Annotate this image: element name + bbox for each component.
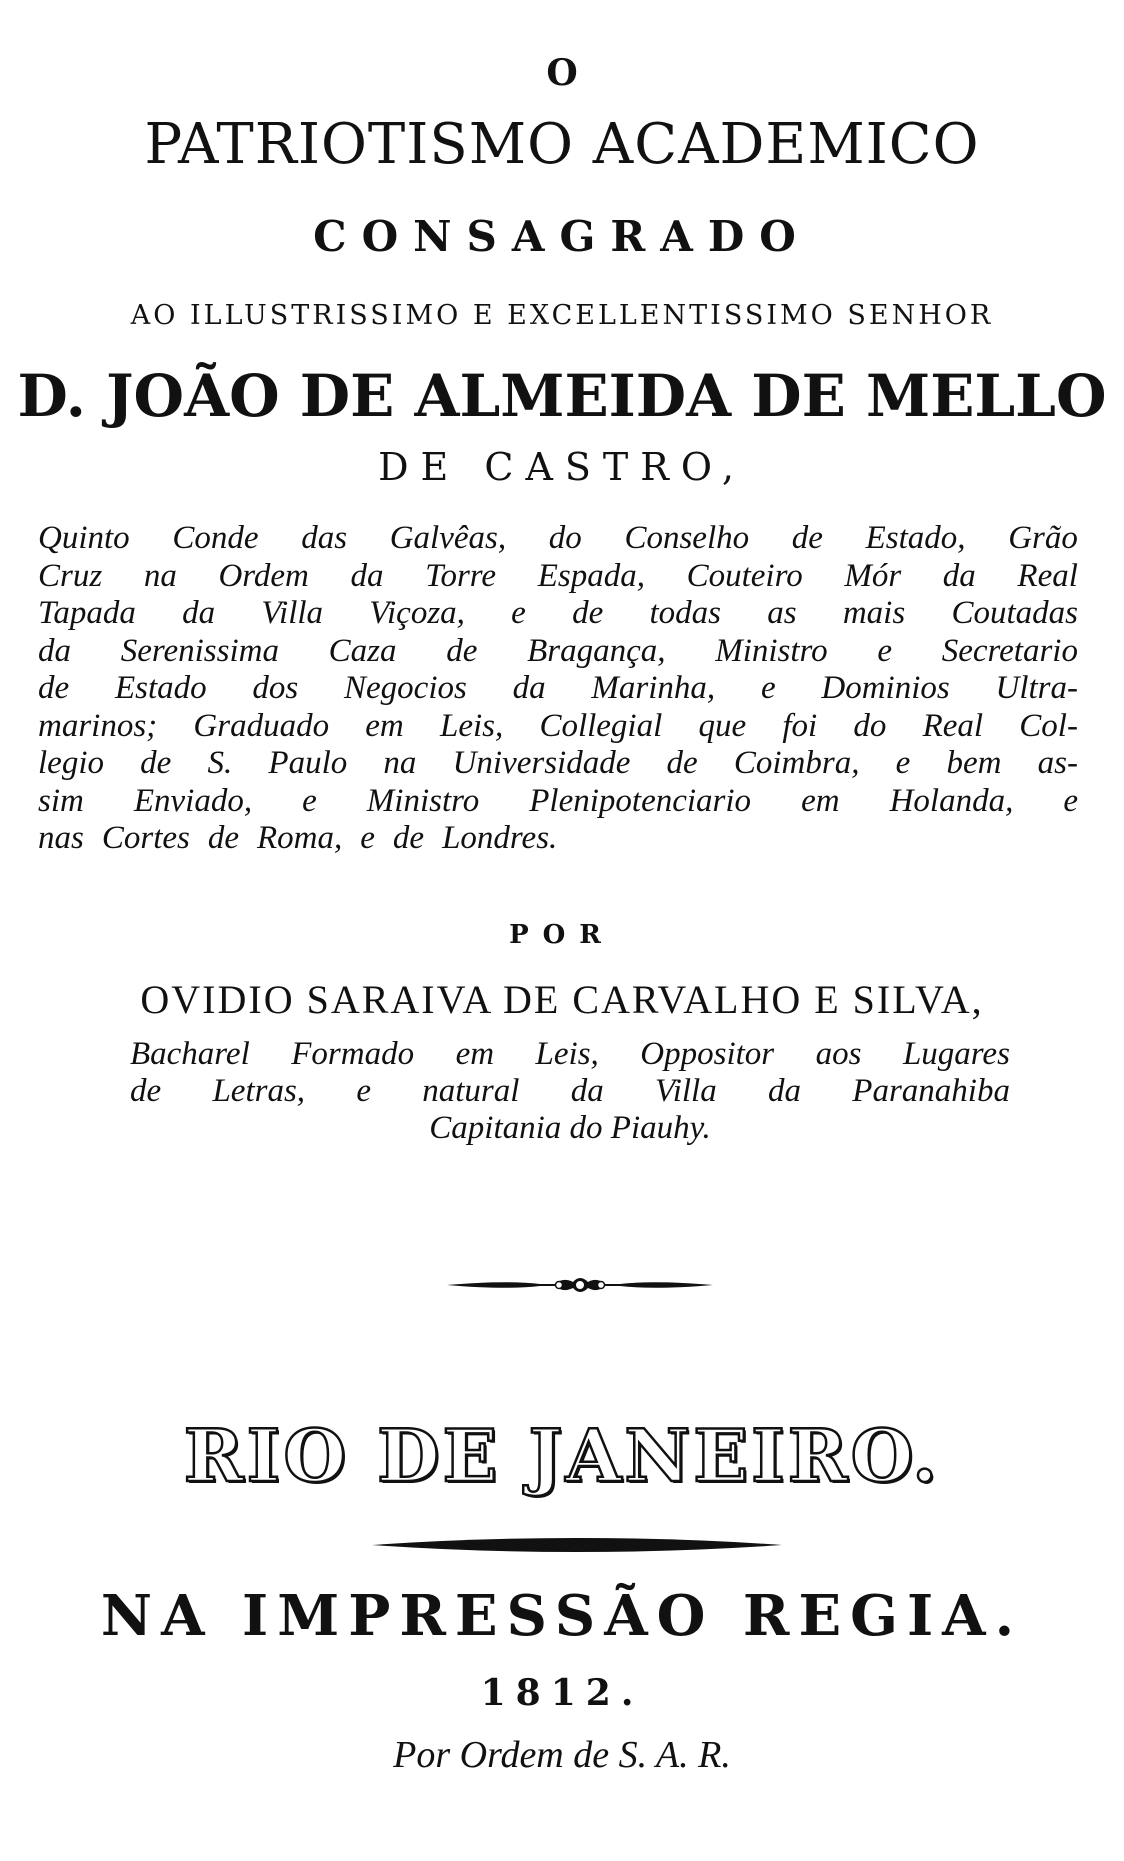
word: todas bbox=[649, 595, 721, 631]
word: de bbox=[572, 595, 604, 631]
word: Enviado, bbox=[133, 782, 253, 819]
word: de bbox=[446, 632, 478, 669]
word: Paulo bbox=[268, 745, 348, 781]
word: da bbox=[942, 557, 976, 594]
word: do bbox=[853, 707, 887, 744]
word: foi bbox=[782, 707, 818, 744]
word: Conde bbox=[172, 520, 259, 556]
word: de bbox=[140, 745, 172, 781]
dedicatee-name: D. JOÃO DE ALMEIDA DE MELLO bbox=[17, 362, 1107, 430]
word: da bbox=[38, 632, 71, 669]
word: Letras, bbox=[212, 1073, 306, 1109]
word: Formado bbox=[291, 1036, 415, 1072]
word: em bbox=[801, 782, 840, 819]
word: as bbox=[767, 595, 797, 631]
word: Galvêas, bbox=[389, 520, 507, 556]
dedicatee-title-line bbox=[38, 745, 1078, 783]
dedicatee-title-line bbox=[38, 820, 1078, 858]
word: Universidade bbox=[452, 745, 631, 781]
word: Couteiro bbox=[686, 557, 803, 594]
word: Espada, bbox=[537, 557, 645, 594]
word: Tapada bbox=[38, 595, 136, 631]
word: de bbox=[392, 820, 425, 856]
word: S. bbox=[207, 745, 233, 781]
word: Ministro bbox=[715, 632, 828, 669]
word: aos bbox=[815, 1036, 862, 1072]
word: Londres. bbox=[442, 820, 558, 856]
word: Caza bbox=[328, 632, 397, 669]
word: Torre bbox=[425, 557, 497, 594]
word: dos bbox=[252, 670, 299, 706]
word: de bbox=[130, 1073, 162, 1109]
word: Col- bbox=[1019, 707, 1078, 744]
word: da bbox=[350, 557, 384, 594]
word: em bbox=[365, 707, 404, 744]
word: que bbox=[698, 707, 747, 744]
word: Ministro bbox=[366, 782, 480, 819]
word: Villa bbox=[261, 595, 324, 631]
book-title: PATRIOTISMO ACADEMICO bbox=[144, 112, 980, 177]
word: Roma, bbox=[257, 820, 343, 856]
word: Coutadas bbox=[951, 595, 1078, 631]
word: Secretario bbox=[941, 632, 1078, 669]
word: Dominios bbox=[821, 670, 950, 706]
word: Lugares bbox=[902, 1036, 1010, 1072]
dedicatee-title-line bbox=[38, 558, 1078, 596]
dedicatee-titles bbox=[38, 520, 1078, 858]
word: e bbox=[360, 820, 375, 856]
word: de bbox=[207, 820, 240, 856]
word: Negocios bbox=[344, 670, 467, 706]
word: Leis, bbox=[439, 707, 504, 744]
word: Quinto bbox=[38, 520, 130, 556]
word: Oppositor bbox=[640, 1036, 775, 1072]
word: e bbox=[877, 632, 893, 669]
author-description bbox=[130, 1036, 1010, 1147]
word: do bbox=[548, 520, 582, 556]
word: da bbox=[182, 595, 216, 631]
word: Marinha, bbox=[591, 670, 716, 706]
word: na bbox=[383, 745, 417, 781]
author-description-line bbox=[130, 1036, 1010, 1073]
word: nas bbox=[38, 820, 84, 856]
dedicatee-title-line bbox=[38, 595, 1078, 633]
word: Cruz bbox=[38, 557, 103, 594]
dedicatee-title-line bbox=[38, 633, 1078, 671]
word: Coimbra, bbox=[733, 745, 860, 781]
by-label: POR bbox=[509, 920, 615, 950]
word: e bbox=[895, 745, 911, 781]
word: da bbox=[570, 1073, 604, 1109]
word: em bbox=[455, 1036, 495, 1072]
word: Capitania do Piauhy. bbox=[429, 1110, 711, 1146]
word: de bbox=[666, 745, 698, 781]
word: Estado bbox=[114, 670, 207, 706]
word: na bbox=[143, 557, 177, 594]
dedicatee-title-line bbox=[38, 520, 1078, 558]
word: da bbox=[768, 1073, 802, 1109]
word: da bbox=[512, 670, 546, 706]
word: legio bbox=[38, 745, 104, 781]
word: e bbox=[356, 1073, 371, 1109]
word: Grão bbox=[1008, 520, 1078, 556]
word: Bacharel bbox=[130, 1036, 250, 1072]
word: sim bbox=[38, 782, 84, 819]
publication-year: 1812. bbox=[480, 1672, 644, 1714]
word: natural bbox=[422, 1073, 520, 1109]
word: mais bbox=[842, 595, 906, 631]
word: Real bbox=[1017, 557, 1078, 594]
authorization: Por Ordem de S. A. R. bbox=[393, 1734, 731, 1776]
word: Estado, bbox=[865, 520, 966, 556]
ornament-divider bbox=[445, 1270, 715, 1300]
word: Serenissima bbox=[120, 632, 279, 669]
word: e bbox=[1063, 782, 1078, 819]
word: bem bbox=[946, 745, 1002, 781]
word: Villa bbox=[655, 1073, 717, 1109]
consecrated-heading: CONSAGRADO bbox=[313, 212, 811, 261]
word: Bragança, bbox=[527, 632, 666, 669]
word: de bbox=[791, 520, 823, 556]
dedication-intro: AO ILLUSTRISSIMO E EXCELLENTISSIMO SENHOR bbox=[130, 300, 994, 331]
author-description-line bbox=[130, 1073, 1010, 1110]
word: Mór bbox=[844, 557, 902, 594]
dedicatee-title-line bbox=[38, 708, 1078, 746]
word: Plenipotenciario bbox=[529, 782, 752, 819]
word: Collegial bbox=[539, 707, 663, 744]
word: Graduado bbox=[193, 707, 330, 744]
word: Conselho bbox=[624, 520, 750, 556]
word: Cortes bbox=[101, 820, 190, 856]
dedicatee-name-cont: DE CASTRO, bbox=[378, 445, 746, 489]
printer: NA IMPRESSÃO REGIA. bbox=[100, 1583, 1024, 1649]
dedicatee-title-line bbox=[38, 783, 1078, 821]
article: O bbox=[546, 52, 578, 94]
word: e bbox=[511, 595, 526, 631]
dedicatee-title-line bbox=[38, 670, 1078, 708]
word: Ultra- bbox=[995, 670, 1078, 706]
thick-rule bbox=[372, 1537, 782, 1553]
word: Viçoza, bbox=[369, 595, 465, 631]
word: Real bbox=[922, 707, 984, 744]
place-of-publication: RIO DE JANEIRO. bbox=[183, 1413, 941, 1498]
word: e bbox=[302, 782, 317, 819]
word: Paranahiba bbox=[852, 1073, 1010, 1109]
word: as- bbox=[1037, 745, 1078, 781]
word: das bbox=[301, 520, 348, 556]
word: Leis, bbox=[535, 1036, 599, 1072]
word: marinos; bbox=[38, 707, 158, 744]
word: de bbox=[38, 670, 70, 706]
word: e bbox=[760, 670, 776, 706]
author-name: OVIDIO SARAIVA DE CARVALHO E SILVA, bbox=[140, 977, 984, 1022]
word: Holanda, bbox=[889, 782, 1014, 819]
word: Ordem bbox=[218, 557, 309, 594]
author-description-line bbox=[130, 1110, 1010, 1147]
